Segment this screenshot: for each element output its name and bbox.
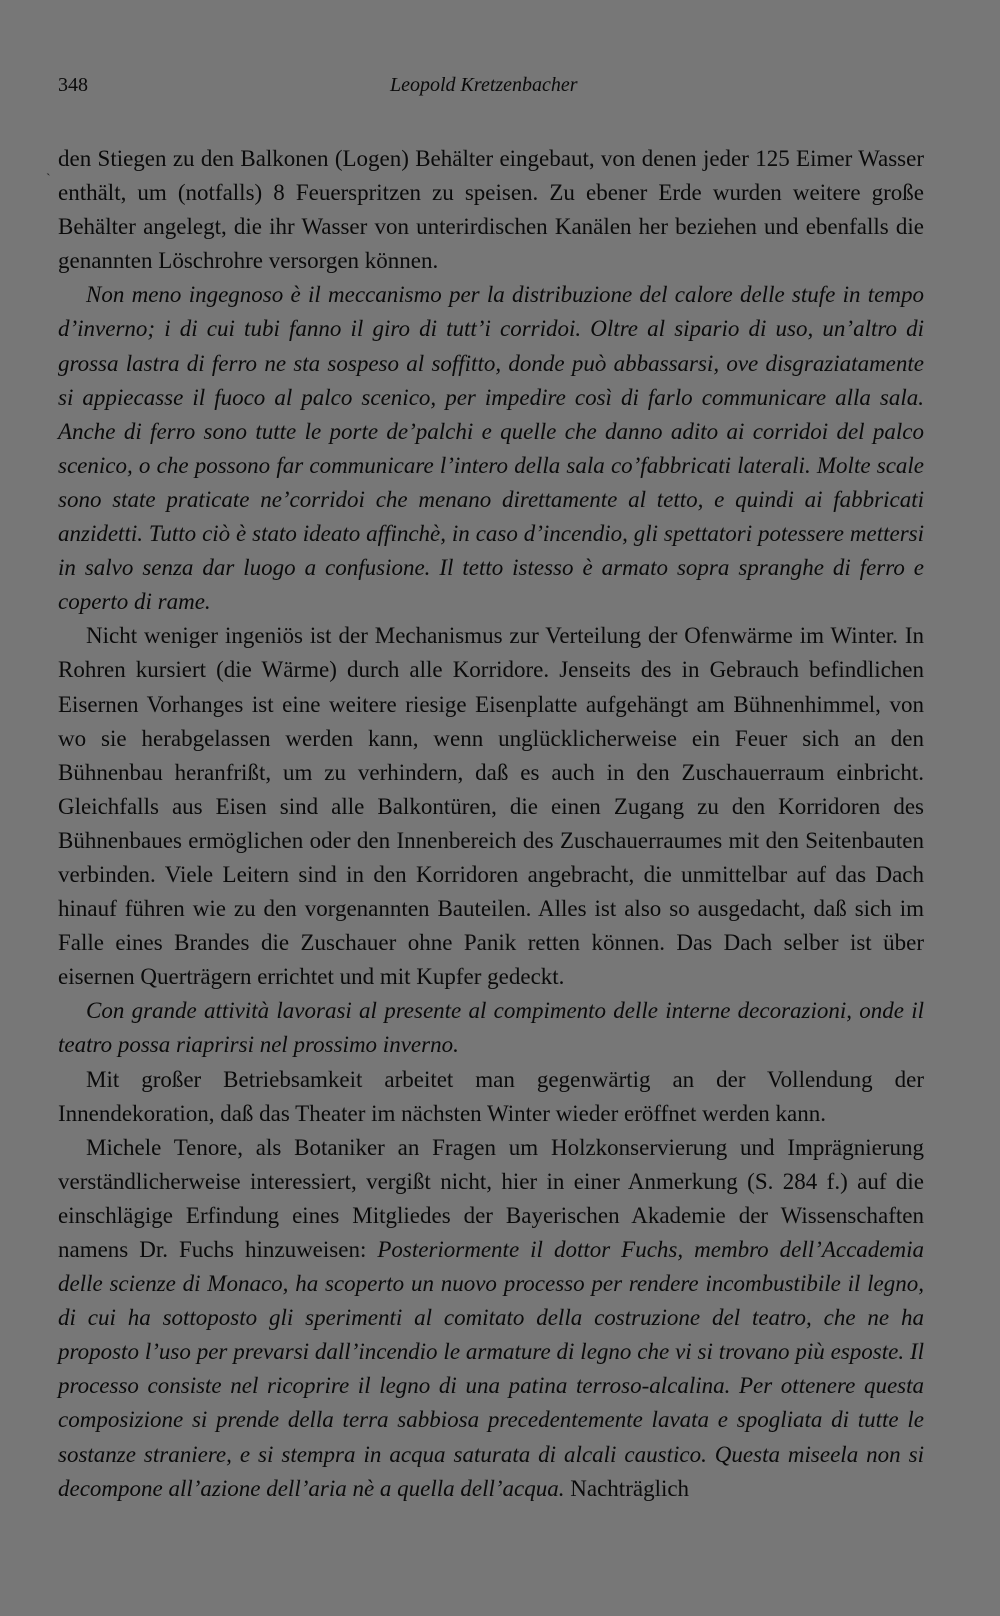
text-run: Con grande attività lavorasi al presente al compimento delle interne decorazioni, onde il teatro possa riaprirsi nel prossimo inverno.	[58, 998, 924, 1058]
text-run: Non meno ingegnoso è il meccanismo per la distribuzione del calore delle stufe in tempo d’inverno; i di cui tubi fanno il giro di tutt’i corridoi. Oltre al sipario di uso, un’altro di grossa lastra di ferro ne sta sospeso al soffitto, donde può abbassarsi, ove disgraziatamente si appiecasse il fuoco al palco scenico, per impedire così di farlo communicare alla sala. Anche di ferro sono tutte le porte de’palchi e quelle che danno adito ai corridoi del palco scenico, o che possono far communicare l’intero della sala co’fabbricati laterali. Molte scale sono state praticate ne’corridoi che menano direttamente al tetto, e quindi ai fabbricati anzidetti. Tutto ciò è stato ideato affinchè, in caso d’incendio, gli spettatori potessere mettersi in salvo senza dar luogo a confusione. Il tetto istesso è armato sopra spranghe di ferro e coperto di rame.	[58, 282, 924, 615]
page-header	[58, 74, 918, 106]
paragraph	[58, 1131, 924, 1506]
paragraph	[58, 142, 924, 278]
text-run: den Stiegen zu den Balkonen (Logen) Behälter eingebaut, von denen jeder 125 Eimer Wasser enthält, um (notfalls) 8 Feuerspritzen zu speisen. Zu ebener Erde wurden weitere große Behälter angelegt, die ihr Wasser von unterirdischen Kanälen her beziehen und ebenfalls die genannten Löschrohre versorgen können.	[58, 146, 924, 274]
italian-quote	[58, 994, 924, 1062]
margin-mark: `	[46, 172, 51, 187]
running-title: Leopold Kretzenbacher	[390, 74, 578, 96]
body-text	[58, 142, 924, 1506]
text-run: Nicht weniger ingeniös ist der Mechanismus zur Verteilung der Ofenwärme im Winter. In Rohren kursiert (die Wärme) durch alle Korridore. Jenseits des in Gebrauch befindlichen Eisernen Vorhanges ist eine weitere riesige Eisenplatte aufgehängt am Bühnenhimmel, von wo sie herabgelassen werden kann, wenn unglücklicherweise ein Feuer sich an den Bühnenbau heranfrißt, um zu verhindern, daß es auch in den Zuschauerraum einbricht. Gleichfalls aus Eisen sind alle Balkontüren, die einen Zugang zu den Korridoren des Bühnenbaues ermöglichen oder den Innenbereich des Zuschauerraumes mit den Seitenbauten verbinden. Viele Leitern sind in den Korridoren angebracht, die unmittelbar auf das Dach hinauf führen wie zu den vorgenannten Bauteilen. Alles ist also so ausgedacht, daß sich im Falle eines Brandes die Zuschauer ohne Panik retten können. Das Dach selber ist über eisernen Querträgern errichtet und mit Kupfer gedeckt.	[58, 623, 924, 990]
text-run: Mit großer Betriebsamkeit arbeitet man gegenwärtig an der Vollendung der Innendekoration, daß das Theater im nächsten Winter wieder eröffnet werden kann.	[58, 1066, 924, 1126]
text-run: Michele Tenore, als Botaniker an Fragen um Holzkonservierung und Imprägnierung verständlicherweise interessiert, vergißt nicht, hier in einer Anmerkung (S. 284 f.) auf die einschlägige Erfindung eines Mitgliedes der Bayerischen Akademie der Wissenschaften namens Dr. Fuchs hinzuweisen:	[58, 1134, 924, 1262]
page-number: 348	[58, 74, 88, 96]
paragraph	[58, 1063, 924, 1131]
text-run: Nachträglich	[564, 1475, 690, 1501]
italian-quote	[58, 278, 924, 619]
paragraph	[58, 619, 924, 994]
italian-quote-run: Posteriormente il dottor Fuchs, membro dell’Accademia delle scienze di Monaco, ha scoperto un nuovo processo per rendere incombustibile il legno, di cui ha sottoposto gli sperimenti al comitato della costruzione del teatro, che ne ha proposto l’uso per prevarsi dall’incendio le armature di legno che vi si trovano più esposte. Il processo consiste nel ricoprire il legno di una patina terroso-alcalina. Per ottenere questa composizione si prende della terra sabbiosa precedentemente lavata e spogliata di tutte le sostanze straniere, e si stempra in acqua saturata di alcali caustico. Questa miseela non si decompone all’azione dell’aria nè a quella dell’acqua.	[58, 1237, 924, 1501]
